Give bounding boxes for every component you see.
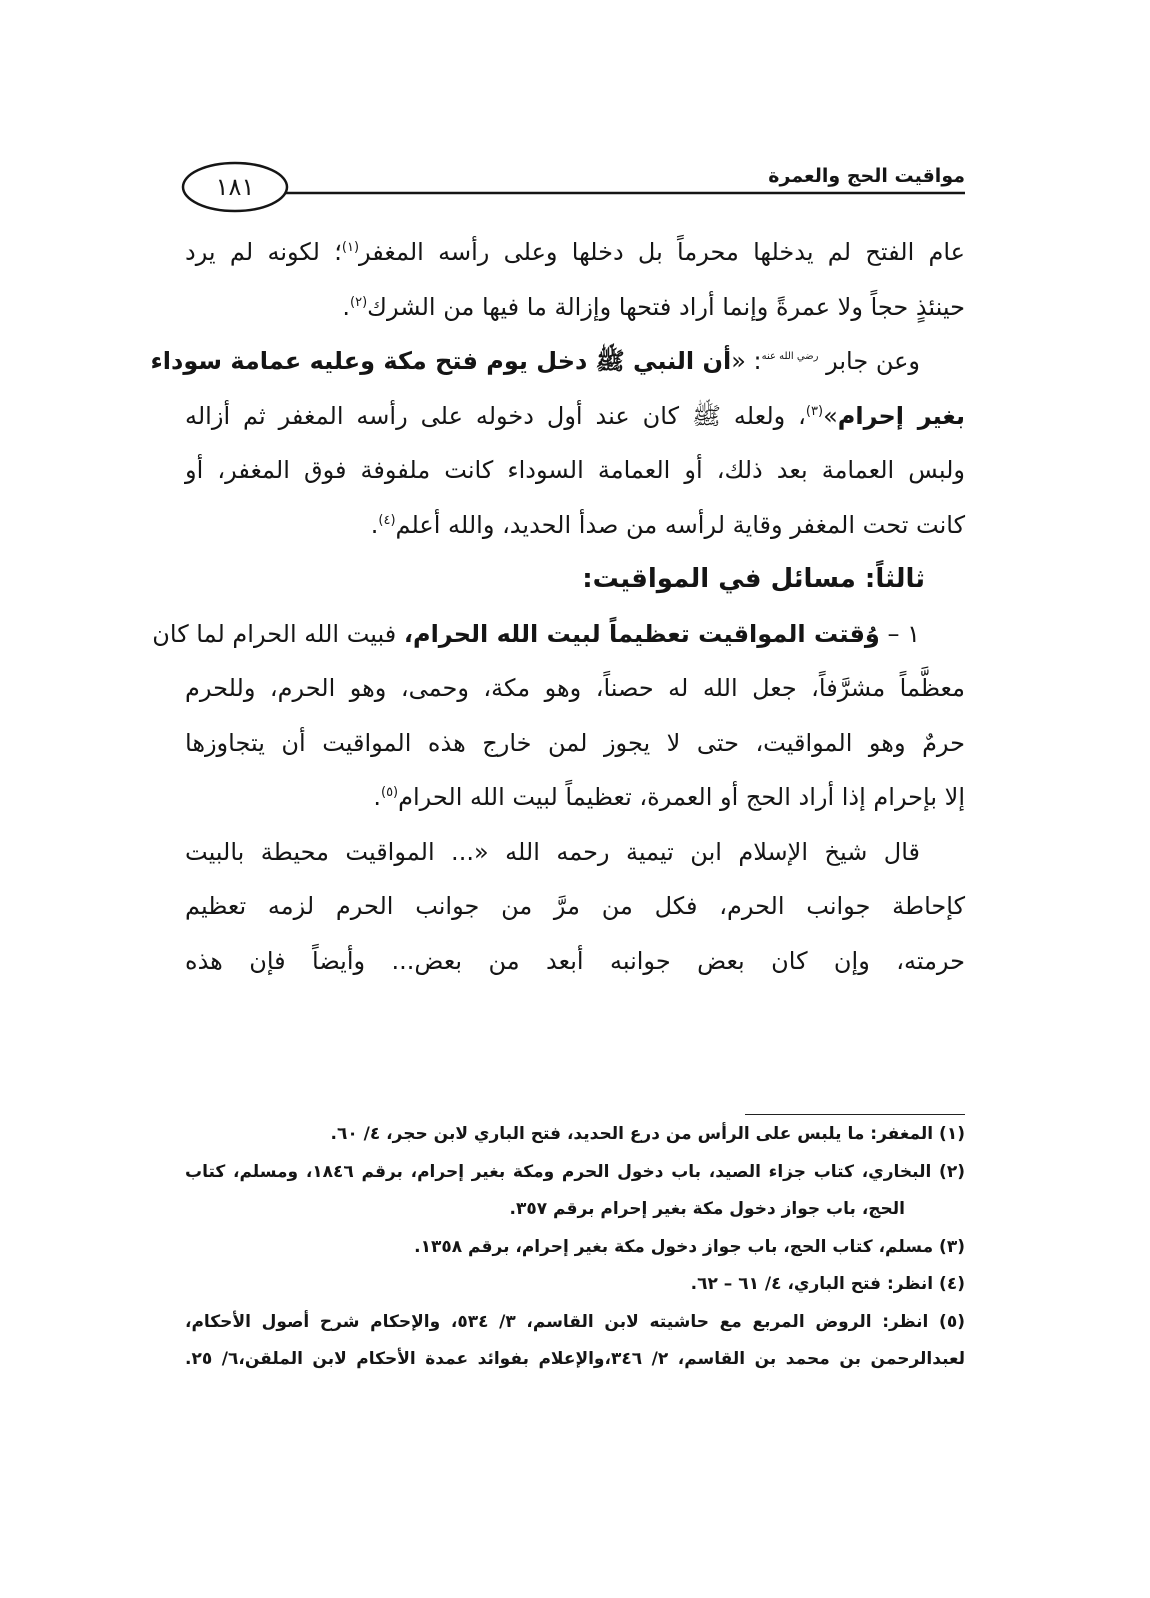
text-run: كانت تحت المغفر وقاية لرأسه من صدأ الحديد، والله أعلم [395, 510, 965, 539]
footnote-rule [745, 1114, 965, 1115]
p3-line-2: معظَّماً مشرَّفاً، جعل الله له حصناً، وهو مكة، وحمى، وهو الحرم، وللحرم [185, 674, 965, 702]
text-run: . [342, 292, 351, 321]
text-run: . [373, 783, 381, 811]
p3-line-1 [152, 607, 965, 662]
p2-line-3: ولبس العمامة بعد ذلك، أو العمامة السوداء كانت ملفوفة فوق المغفر، أو [185, 456, 965, 484]
p2-line-4 [185, 498, 965, 553]
body-text [150, 225, 966, 988]
p3-line-4 [185, 770, 965, 825]
footnote-number: (٥) [939, 1311, 965, 1332]
section-heading: ثالثاً: مسائل في المواقيت: [582, 564, 925, 594]
footnote-3 [185, 1229, 965, 1267]
footnote-ref-4: (٤) [378, 512, 396, 528]
footnote-5 [185, 1304, 965, 1342]
page-number: ١٨١ [215, 173, 255, 201]
footnote-4 [185, 1266, 965, 1304]
text-run: حينئذٍ حجاً ولا عمرةً وإنما أراد فتحها وإزالة ما فيها من الشرك [367, 292, 965, 321]
footnote-2-continued: الحج، باب جواز دخول مكة بغير إحرام برقم ٣٥٧. [509, 1199, 905, 1219]
footnote-text: المغفر: ما يلبس على الرأس من درع الحديد، فتح الباري لابن حجر، ٤/ ٦٠. [330, 1124, 934, 1144]
footnote-text: انظر: فتح الباري، ٤/ ٦١ – ٦٢. [690, 1274, 934, 1294]
footnote-2 [185, 1154, 965, 1192]
footnote-1 [185, 1116, 965, 1154]
footnote-number: (٢) [939, 1161, 965, 1182]
text-run: ١ – [879, 619, 920, 648]
p3-line-3: حرمٌ وهو المواقيت، حتى لا يجوز لمن خارج هذه المواقيت أن يتجاوزها [185, 728, 965, 757]
text-run: وعن جابر [818, 347, 920, 375]
text-run: إلا بإحرام إذا أراد الحج أو العمرة، تعظيماً لبيت الله الحرام [398, 783, 965, 811]
footnote-text: البخاري، كتاب جزاء الصيد، باب دخول الحرم ومكة بغير إحرام، برقم ١٨٤٦، ومسلم، كتاب [185, 1161, 932, 1182]
p1-line-2 [185, 280, 965, 335]
text-run: ، ولعله ﷺ كان عند أول دخوله على رأسه المغفر ثم أزاله [185, 401, 806, 430]
footnote-number: (٣) [939, 1236, 965, 1257]
text-run: : « [731, 347, 762, 375]
p4-line-1: قال شيخ الإسلام ابن تيمية رحمه الله «... المواقيت محيطة بالبيت [185, 837, 920, 866]
footnote-number: (٤) [939, 1274, 965, 1294]
text-run: ؛ لكونه لم يرد [185, 238, 342, 266]
bold-phrase: وُقتت المواقيت تعظيماً لبيت الله الحرام، [403, 619, 880, 648]
footnote-text: انظر: الروض المربع مع حاشيته لابن القاسم، ٣/ ٥٣٤، والإحكام شرح أصول الأحكام، [185, 1311, 929, 1332]
p2-line-2 [185, 389, 965, 444]
text-run: فبيت الله الحرام لما كان [152, 619, 404, 648]
p4-line-3: حرمته، وإن كان بعض جوانبه أبعد من بعض... وأيضاً فإن هذه [185, 946, 965, 975]
header-rule-and-oval [180, 155, 970, 220]
p2-line-1 [150, 334, 965, 389]
footnote-text: مسلم، كتاب الحج، باب جواز دخول مكة بغير إحرام، برقم ١٣٥٨. [414, 1236, 934, 1257]
running-head-title: مواقيت الحج والعمرة [768, 165, 965, 187]
footnote-ref-2: (٢) [350, 294, 368, 310]
text-run: عام الفتح لم يدخلها محرماً بل دخلها وعلى رأسه المغفر [359, 238, 966, 266]
footnotes [185, 1116, 965, 1379]
p4-line-2: كإحاطة جوانب الحرم، فكل من مرَّ من جوانب الحرم لزمه تعظيم [185, 892, 965, 920]
bold-phrase: بغير إحرام [837, 401, 965, 430]
text-run: » [823, 401, 838, 430]
footnote-ref-5: (٥) [380, 785, 399, 800]
footnote-number: (١) [939, 1124, 965, 1144]
footnote-5-continued: لعبدالرحمن بن محمد بن القاسم، ٢/ ٣٤٦،والإعلام بفوائد عمدة الأحكام لابن الملقن،٦/ ٢٥. [185, 1349, 965, 1369]
p1-line-1 [185, 225, 965, 280]
text-run: . [370, 510, 379, 539]
footnote-ref-1: (١) [341, 240, 360, 255]
footnote-ref-3: (٣) [805, 403, 824, 419]
honorific: رضي الله عنه [761, 351, 819, 362]
bold-phrase: أن النبي ﷺ دخل يوم فتح مكة وعليه عمامة سوداء [150, 347, 732, 375]
